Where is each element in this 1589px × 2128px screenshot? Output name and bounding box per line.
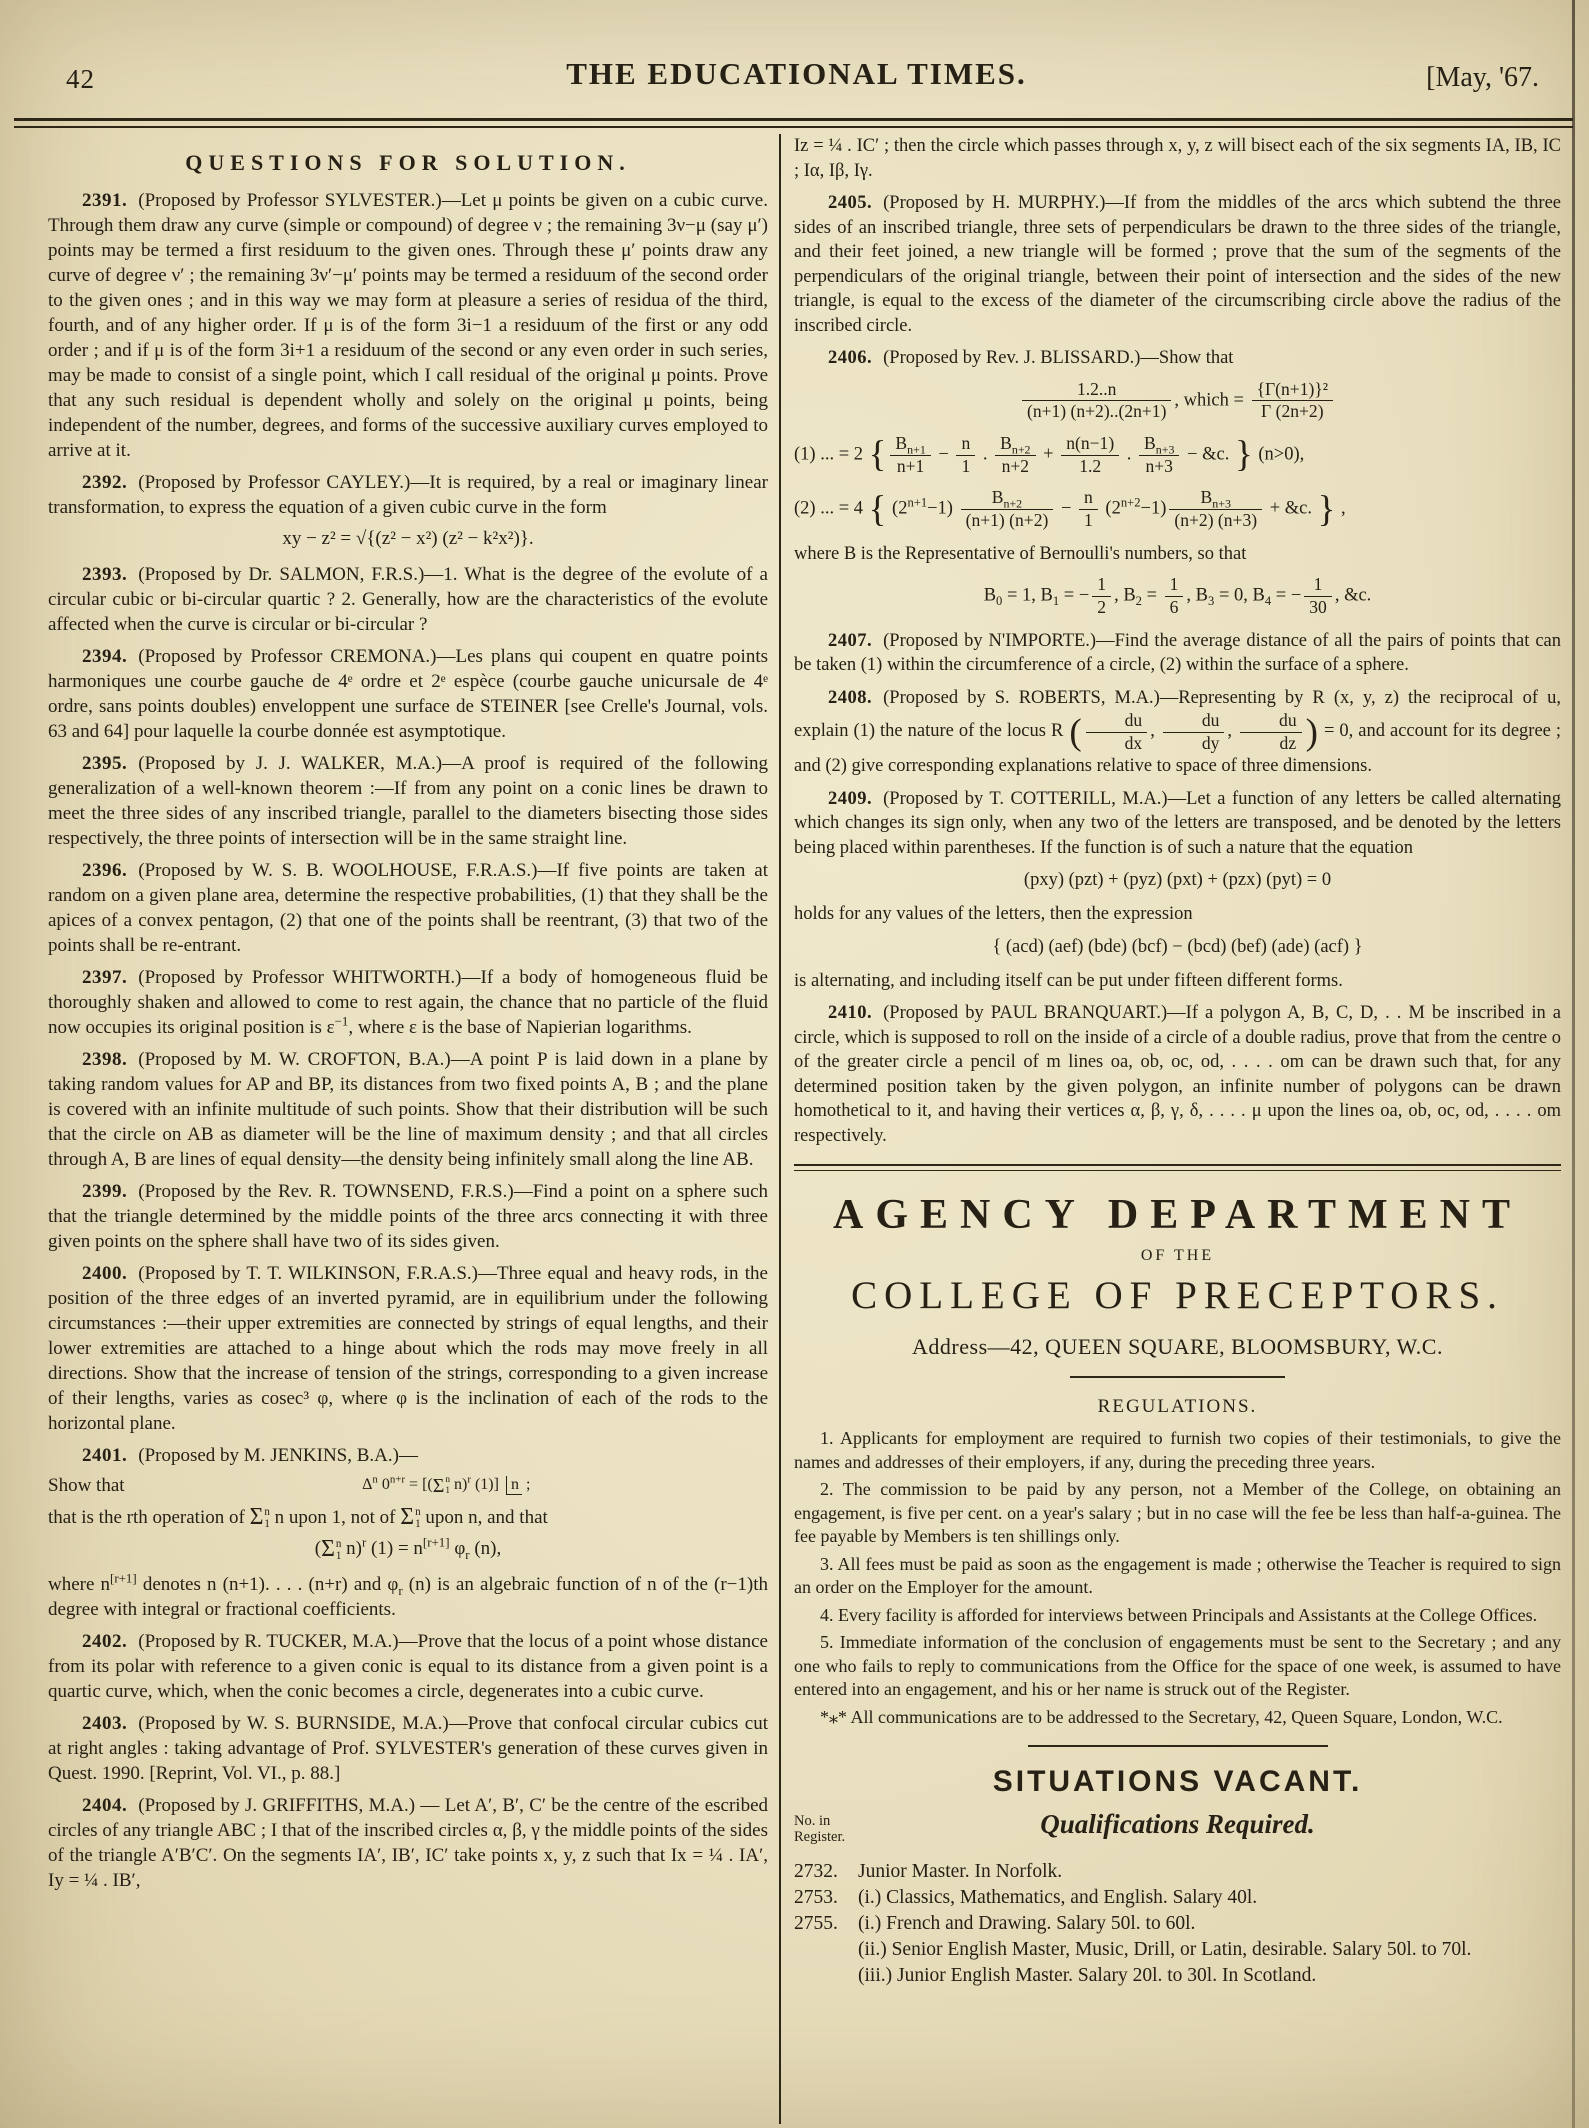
qualifications-column-label: Qualifications Required. [1040,1809,1315,1840]
question-number: 2405. [828,193,873,213]
question-number: 2410. [828,1003,873,1024]
section-double-rule [794,1164,1561,1171]
question-text: (Proposed by M. W. CROFTON, B.A.)—A point P is laid down in a plane by taking random values for AP and BP, its distances from two fixed points A, B ; and the plane is covered with an infinite multitude of such points. Show that their distribution will be such that the circle on AB as diameter will be the line of maximum density ; and that all circles through A, B are lines of equal density—the density being infinitely small along the line AB. [48,1048,768,1170]
question-text: (Proposed by Dr. SALMON, F.R.S.)—1. What is the degree of the evolute of a circular cubic or bi-circular quartic ? 2. Generally, how are the characteristics of the evolute affected when the curve is circular or bi-circular ? [48,563,768,635]
question-number: 2407. [828,630,873,651]
question-text: (Proposed by M. JENKINS, B.A.)— [138,1444,418,1466]
question-text: (Proposed by J. GRIFFITHS, M.A.) — Let A′, B′, C′ be the centre of the escribed circles of any triangle ABC ; I that of the inscribed circles α, β, γ the middle points of the sides of the triangle A′B′C′. On the segments IA′, IB′, IC′ take points x, y, z such that Ix = ¼ . IA′, Iy = ¼ . IB′, [48,1795,768,1892]
of-the-label: OF THE [1140,1247,1215,1265]
factorial-notation: n [506,1476,522,1495]
question-2404 [48,1793,768,1893]
question-2396 [48,858,768,958]
question-text: (Proposed by the Rev. R. TOWNSEND, F.R.S.)—Find a point on a sphere such that the triangle determined by the middle points of the three arcs connecting it with three given points on the sphere shall have two of its sides given. [48,1180,768,1252]
show-that-label: Show that [48,1474,125,1496]
regulation-item: 1. Applicants for employment are required to furnish two copies of their testimonials, to give the names and addresses of their employers, if any, during the preceding three years. [794,1428,1561,1472]
vacancy-text: (i.) Classics, Mathematics, and English. Salary 40l. [858,1887,1258,1909]
question-2405 [794,191,1561,338]
question-number: 2395. [82,752,128,774]
question-2410 [794,1001,1561,1148]
register-number: 2755. [794,1913,838,1935]
fraction: $\frac{B_{n+3}}{n+3}$ [1139,434,1179,476]
question-number: 2393. [82,563,128,585]
fraction: $\frac{du}{dy}$ [1163,711,1225,753]
page-header [48,52,1545,118]
question-number: 2400. [82,1262,128,1284]
issue-date: [May, '67. [1426,62,1539,93]
short-rule [1028,1745,1328,1747]
sigma-with-limits: Σ n 1 [432,1474,451,1497]
formula-2392: xy − z² = √{(z² − x²) (z² − k²x²)}. [282,528,534,549]
question-text: (Proposed by Rev. J. BLISSARD.)—Show that [883,348,1234,368]
vacancy-row [794,1885,1561,1911]
question-text: (Proposed by T. T. WILKINSON, F.R.A.S.)—Three equal and heavy rods, in the position of the three edges of an inverted pyramid, are in equilibrium under the following circumstances :—their upper extremities are connected by strings of equal lengths, and their lower extremities are attached to a hinge about which the rods may move freely in all directions. Show that the increase of tension of the strings, corresponding to a given increase of their lengths, varies as cosec³ φ, where φ is the inclination of each of the rods to the horizontal plane. [48,1262,768,1434]
question-text: (Proposed by PAUL BRANQUART.)—If a polygon A, B, C, D, . . M be inscribed in a circle, which is supposed to roll on the inside of a circle of a double radius, prove that from the centre o of the greater circle a pencil of m lines oa, ob, oc, od, . . . . om can be drawn such that, for any determined position taken by the given polygon, an infinite number of polygons can be drawn homothetical to it, and having their vertices α, β, γ, δ, . . . . μ upon the lines oa, ob, oc, od, . . . . om respectively. [794,1003,1561,1146]
paper-title: THE EDUCATIONAL TIMES. [566,56,1027,91]
question-2403 [48,1711,768,1786]
column-divider-rule [779,134,781,2124]
question-2409-end: is alternating, and including itself can be put under fifteen different forms. [794,970,1343,991]
formula-2406-main: $\frac{1.2..n}{(n+1) (n+2)..(2n+1)}$ , which = $\frac{\text{\{Γ(n+1)\}²}}{\Gamma (2n+2)}$ [794,379,1561,423]
college-of-preceptors-title: COLLEGE OF PRECEPTORS. [851,1274,1504,1318]
question-number: 2408. [828,687,873,708]
question-number: 2403. [82,1713,128,1735]
question-number: 2392. [82,472,128,493]
question-2401-text: that is the rth operation of Σ n 1 n upon 1, not of Σ n 1 upon n, and that [48,1504,548,1531]
question-text: (Proposed by W. S. B. WOOLHOUSE, F.R.A.S.)—If five points are taken at random on a given plane area, determine the respective probabilities, (1) that they shall be the apices of a convex pentagon, (2) that one of the points shall be reentrant, (3) that two of the points shall be re-entrant. [48,859,768,956]
vacancy-row [794,1963,1561,1989]
formula-2401-line2: ( Σ n 1 n)$^r$ (1) = n[r+1] $\varphi_r$ (n), [314,1535,502,1563]
question-2393 [48,562,768,637]
question-number: 2399. [82,1180,128,1202]
register-number: 2732. [794,1861,838,1883]
question-text: (Proposed by T. COTTERILL, M.A.)—Let a function of any letters be called alternating which changes its sign only, when any two of the letters are transposed, and be denoted by the letters being placed within parentheses. If the function is of such a nature that the equation [794,788,1561,858]
agency-address: Address—42, QUEEN SQUARE, BLOOMSBURY, W.C. [912,1334,1443,1360]
situations-vacant-title: SITUATIONS VACANT. [992,1765,1363,1799]
register-number [794,1937,858,1963]
formula-2406-line2: (2) ... = 4 { $(2^{n+1}-1)$ $\frac{B_{n+2}}{(n+1) (n+2)}$ − $\frac{n}{1}$ $(2^{n+2}-1)$ $\frac{B_{n+3}}{(n+2) (n+3)}$ + &c. } , [794,487,1346,530]
question-2409-text: holds for any values of the letters, then the expression [794,904,1193,925]
fraction: $\frac{1}{6}$ [1165,575,1184,617]
vacancy-text: Junior Master. In Norfolk. [858,1861,1063,1883]
question-2399 [48,1179,768,1254]
question-2392 [48,470,768,520]
right-column [794,134,1561,2124]
fraction: $\frac{n}{1}$ [956,434,975,476]
question-2401-text: where n[r+1] denotes n (n+1). . . . (n+r) and $\varphi_r$ (n) is an algebraic function of n of the (r−1)th degree with integral or fractional coefficients. [48,1570,768,1621]
vacancy-row [794,1937,1561,1963]
question-number: 2404. [82,1795,128,1817]
vacancy-text: (ii.) Senior English Master, Music, Drill, or Latin, desirable. Salary 50l. to 70l. [858,1939,1472,1961]
columns [0,128,1589,2124]
formula-2406-line1: (1) ... = 2 { $\frac{B_{n+1}}{n+1}$ − $\frac{n}{1}$ . $\frac{B_{n+2}}{n+2}$ + $\frac{n(n-1)}{1.2}$ . $\frac{B_{n+3}}{n+3}$ − &c. } (n>0), [794,432,1305,476]
fraction: $\frac{1}{2}$ [1092,575,1111,617]
communications-note: *⁎* All communications are to be addressed to the Secretary, 42, Queen Square, London, W.C. [820,1706,1503,1727]
fraction: $\frac{1}{30}$ [1304,575,1332,617]
question-number: 2409. [828,788,873,809]
question-text: (Proposed by Professor WHITWORTH.)—If a body of homogeneous fluid be thoroughly shaken and allowed to come to rest again, the chance that no particle of the fluid now occupies its original position is $\varepsilon^{-1}$, where ε is the base of Napierian logarithms. [48,966,768,1038]
question-2402 [48,1629,768,1704]
question-number: 2402. [82,1631,128,1653]
register-number: 2753. [794,1887,838,1909]
question-2397 [48,965,768,1040]
vacancy-row [794,1859,1561,1885]
fraction: $\frac{du}{dz}$ [1240,711,1302,753]
regulation-item: 3. All fees must be paid as soon as the engagement is made ; otherwise the Teacher is required to sign an order on the Employer for the amount. [794,1553,1561,1598]
question-number: 2391. [82,190,128,211]
sigma-with-limits: Σ n 1 [249,1504,270,1531]
formula-2409-eq1: (pxy) (pzt) + (pyz) (pxt) + (pzx) (pyt) = 0 [1023,870,1332,891]
question-2409 [794,787,1561,861]
question-text: (Proposed by W. S. BURNSIDE, M.A.)—Prove that confocal circular cubics cut at right angles : taking advantage of Prof. SYLVESTER's generation of these curves given in Quest. 1990. [Reprint, Vol. VI., p. 88.] [48,1713,768,1785]
question-number: 2401. [82,1444,128,1466]
question-text: (Proposed by R. TUCKER, M.A.)—Prove that the locus of a point whose distance from its polar with reference to a given conic is equal to its distance from a given point is a quartic curve, which, when the conic becomes a circle, degenerates into a cubic curve. [48,1631,768,1703]
question-text: (Proposed by H. MURPHY.)—If from the middles of the arcs which subtend the three sides of an inscribed triangle, three sets of perpendiculars be drawn to the three sides of the triangle, and their feet joined, a new triangle will be formed ; prove that the sum of the segments of the perpendiculars of the original triangle, between their point of intersection and the sides of the new triangle, is equal to the excess of the diameter of the circumscribing circle above the radius of the inscribed circle. [794,193,1561,336]
question-text: (Proposed by S. ROBERTS, M.A.)—Representing by R (x, y, z) the reciprocal of u, explain (1) the nature of the locus R ( $\frac{du}{dx}$ , $\frac{du}{dy}$ , $\frac{du}{dz}$ ) = 0, and account for its degree ; and (2) give corresponding explanations relative to space of three dimensions. [794,687,1562,777]
question-number: 2398. [82,1048,128,1070]
fraction: $\frac{\text{\{Γ(n+1)\}²}}{\Gamma (2n+2)}$ [1252,380,1333,422]
fraction: $\frac{n}{1}$ [1079,488,1098,530]
question-2406-text: where B is the Representative of Bernoulli's numbers, so that [794,543,1247,564]
left-column [48,134,768,2124]
register-number [794,1963,858,1989]
formula-2406-bernoulli: $B_0 = 1$, $B_1$ = − $\frac{1}{2}$ , $B_2$ = $\frac{1}{6}$ , $B_3 = 0$, $B_4$ = − $\frac{1}{30}$ , &c. [983,574,1372,617]
question-2391 [48,188,768,463]
question-number: 2396. [82,859,128,881]
fraction: $\frac{B_{n+3}}{(n+2) (n+3)}$ [1169,488,1262,530]
sigma-with-limits: Σ n 1 [400,1504,421,1531]
formula-2409-eq2: { (acd) (aef) (bde) (bcf) − (bcd) (bef) (ade) (acf) } [992,936,1363,957]
situations-header [794,1805,1561,1849]
fraction: $\frac{B_{n+1}}{n+1}$ [890,434,930,476]
header-double-rule [14,118,1573,128]
fraction: $\frac{du}{dx}$ [1086,711,1148,753]
fraction: $\frac{n(n-1)}{1.2}$ [1061,434,1119,476]
question-text: (Proposed by Professor CREMONA.)—Les plans qui coupent en quatre points harmoniques une courbe gauche de 4ᵉ ordre et 2ᵉ espèce (courbe gauche unicursale de 4ᵉ ordre, sans points doubles) enveloppent une surface de STEINER [see Crelle's Journal, vols. 63 and 64] pour laquelle la courbe donnée est asymptotique. [48,645,768,742]
regulation-item: 4. Every facility is afforded for interviews between Principals and Assistants at the College Offices. [820,1604,1538,1625]
formula-2401-line1 [48,1475,768,1497]
short-rule [1070,1376,1285,1378]
formula-content: $\Delta^n$ $0^{n+r}$ = [( Σ n 1 n)$^r$ (1)] n ; [362,1474,531,1497]
question-2408 [794,686,1561,779]
register-column-label: No. in Register. [794,1813,846,1846]
question-2400 [48,1261,768,1436]
question-2394 [48,644,768,744]
sigma-with-limits: Σ n 1 [321,1536,342,1563]
vacancy-text: (iii.) Junior English Master. Salary 20l. to 30l. In Scotland. [858,1965,1317,1987]
question-number: 2394. [82,645,128,667]
question-2407 [794,629,1561,678]
regulations-title: REGULATIONS. [1097,1396,1258,1418]
question-2398 [48,1047,768,1172]
regulation-item: 5. Immediate information of the conclusion of engagements must be sent to the Secretary ; and any one who fails to reply to communications from the Office for the space of one week, is assumed to have entered into an engagement, and his or her name is struck out of the Register. [794,1632,1561,1700]
question-text: (Proposed by Professor CAYLEY.)—It is required, by a real or imaginary linear transformation, to express the equation of a given cubic curve in the form [48,472,768,518]
question-2395 [48,751,768,851]
question-2404-continuation: Iz = ¼ . IC′ ; then the circle which passes through x, y, z will bisect each of the six segments IA, IB, IC ; Iα, Iβ, Iγ. [794,136,1561,181]
question-text: (Proposed by Professor SYLVESTER.)—Let μ points be given on a cubic curve. Through them draw any curve (simple or compound) of degree ν ; the remaining 3ν−μ (say μ′) points may be termed a first residuum to the given ones. Through these μ′ points draw any curve of degree ν′ ; the remaining 3ν′−μ′ points may be termed a residuum of the second order to the given ones ; and in this way we may form at pleasure a series of residua of the third, fourth, and of any higher order. If μ is of the form 3i−1 a residuum of the first or any odd order ; and if μ is of the form 3i+1 a residuum of the second or any even order in such series, may be made to consist of a single point, which I call residual of the original μ points. Prove that any such residual is dependent wholly and solely on the original μ points, being independent of the number, degrees, and forms of the successive auxiliary curves employed to arrive at it. [48,190,768,461]
vacancy-text: (i.) French and Drawing. Salary 50l. to 60l. [858,1913,1196,1935]
question-number: 2397. [82,966,128,988]
fraction: $\frac{B_{n+2}}{(n+1) (n+2)}$ [961,488,1054,530]
fraction: $\frac{1.2..n}{(n+1) (n+2)..(2n+1)}$ [1022,380,1171,422]
question-2401 [48,1443,768,1468]
vacancy-row [794,1911,1561,1937]
questions-section-title: QUESTIONS FOR SOLUTION. [185,150,631,175]
agency-department-title: AGENCY DEPARTMENT [832,1192,1523,1239]
page-number: 42 [66,64,95,94]
fraction: $\frac{B_{n+2}}{n+2}$ [995,434,1035,476]
question-text: (Proposed by N'IMPORTE.)—Find the average distance of all the pairs of points that can be taken (1) within the circumference of a circle, (2) within the surface of a sphere. [794,630,1561,675]
question-text: (Proposed by J. J. WALKER, M.A.)—A proof is required of the following generalization of a well-known theorem :—If from any point on a conic lines be drawn to meet the three sides of any inscribed triangle, parallel to the diameters bisecting those sides respectively, the three points of intersection will be in the same straight line. [48,752,768,849]
question-number: 2406. [828,348,873,368]
regulation-item: 2. The commission to be paid by any person, not a Member of the College, on obtaining an engagement, is five per cent. on a year's salary ; but in no case will the fee be less than half-a-guinea. The fee payable by Members is ten shillings only. [794,1479,1561,1547]
question-2406 [794,346,1561,371]
